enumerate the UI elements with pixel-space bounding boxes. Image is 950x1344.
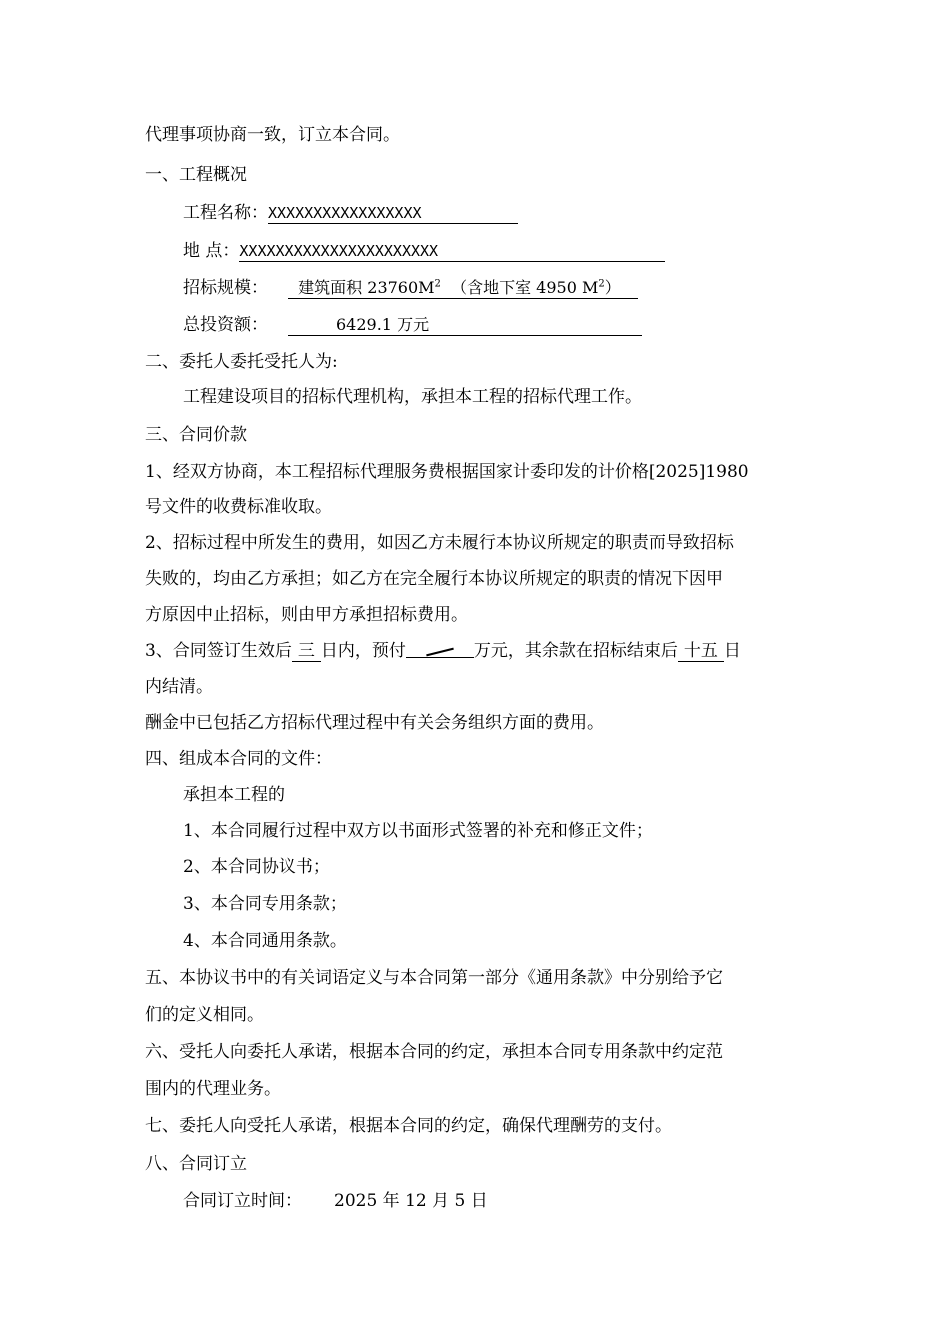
prepay-days-value: 三 bbox=[292, 641, 321, 662]
document-item-2: 2、本合同协议书； bbox=[183, 857, 330, 877]
section-5-line-2: 们的定义相同。 bbox=[145, 1005, 264, 1025]
prepay-amount-blank bbox=[406, 643, 474, 658]
clause-3-3-line-1: 3、合同签订生效后 三 日内，预付 万元，其余款在招标结束后 十五 日 bbox=[145, 641, 741, 661]
section-heading-1: 一、工程概况 bbox=[145, 165, 247, 185]
clause-3-2-line-1: 2、招标过程中所发生的费用，如因乙方未履行本协议所规定的职责而导致招标 bbox=[145, 533, 734, 553]
clause-3-1-line-1: 1、经双方协商，本工程招标代理服务费根据国家计委印发的计价格[2025]1980 bbox=[145, 462, 749, 482]
field-signing-date bbox=[0, 1190, 950, 1212]
paragraph-intro: 代理事项协商一致，订立本合同。 bbox=[145, 125, 400, 145]
project-name-label: 工程名称： bbox=[183, 203, 268, 223]
paragraph-remuneration: 酬金中已包括乙方招标代理过程中有关会务组织方面的费用。 bbox=[145, 713, 604, 733]
signing-date-label: 合同订立时间： bbox=[183, 1191, 302, 1211]
clause-3-1-line-2: 号文件的收费标准收取。 bbox=[145, 497, 332, 517]
settlement-days-value: 十五 bbox=[678, 641, 724, 662]
document-item-3: 3、本合同专用条款； bbox=[183, 894, 347, 914]
section-7: 七、委托人向受托人承诺，根据本合同的约定，确保代理酬劳的支付。 bbox=[145, 1116, 672, 1136]
document-item-4: 4、本合同通用条款。 bbox=[183, 931, 347, 951]
section-heading-2: 二、委托人委托受托人为: bbox=[145, 352, 338, 372]
section-heading-3: 三、合同价款 bbox=[145, 425, 247, 445]
total-investment-label: 总投资额： bbox=[183, 315, 268, 335]
clause-3-2-line-2: 失败的，均由乙方承担；如乙方在完全履行本协议所规定的职责的情况下因甲 bbox=[145, 569, 723, 589]
signing-date-value: 2025 年 12 月 5 日 bbox=[334, 1191, 488, 1211]
section-6-line-1: 六、受托人向委托人承诺，根据本合同的约定，承担本合同专用条款中约定范 bbox=[145, 1042, 723, 1062]
address-label: 地 点： bbox=[183, 241, 240, 261]
section-5-line-1: 五、本协议书中的有关词语定义与本合同第一部分《通用条款》中分别给予它 bbox=[145, 968, 723, 988]
total-investment-value: 6429.1 万元 bbox=[288, 315, 642, 336]
field-address bbox=[0, 240, 950, 262]
clause-3-2-line-3: 方原因中止招标，则由甲方承担招标费用。 bbox=[145, 605, 468, 625]
bid-scale-label: 招标规模： bbox=[183, 278, 268, 298]
section-6-line-2: 围内的代理业务。 bbox=[145, 1079, 281, 1099]
paragraph-agency-role: 工程建设项目的招标代理机构，承担本工程的招标代理工作。 bbox=[183, 387, 642, 407]
field-bid-scale bbox=[0, 277, 950, 299]
field-project-name bbox=[0, 202, 950, 224]
project-name-value: XXXXXXXXXXXXXXXXX bbox=[268, 203, 518, 224]
clause-3-3-line-2: 内结清。 bbox=[145, 677, 213, 697]
document-item-1: 1、本合同履行过程中双方以书面形式签署的补充和修正文件； bbox=[183, 821, 653, 841]
paragraph-documents-intro: 承担本工程的 bbox=[183, 785, 285, 805]
field-total-investment bbox=[0, 314, 950, 336]
section-heading-4: 四、组成本合同的文件： bbox=[145, 749, 332, 769]
bid-scale-value: 建筑面积 $23760M^2$ （含地下室 4950 $M^2$） bbox=[288, 278, 638, 299]
address-value: XXXXXXXXXXXXXXXXXXXXXX bbox=[239, 241, 665, 262]
section-heading-8: 八、合同订立 bbox=[145, 1154, 247, 1174]
